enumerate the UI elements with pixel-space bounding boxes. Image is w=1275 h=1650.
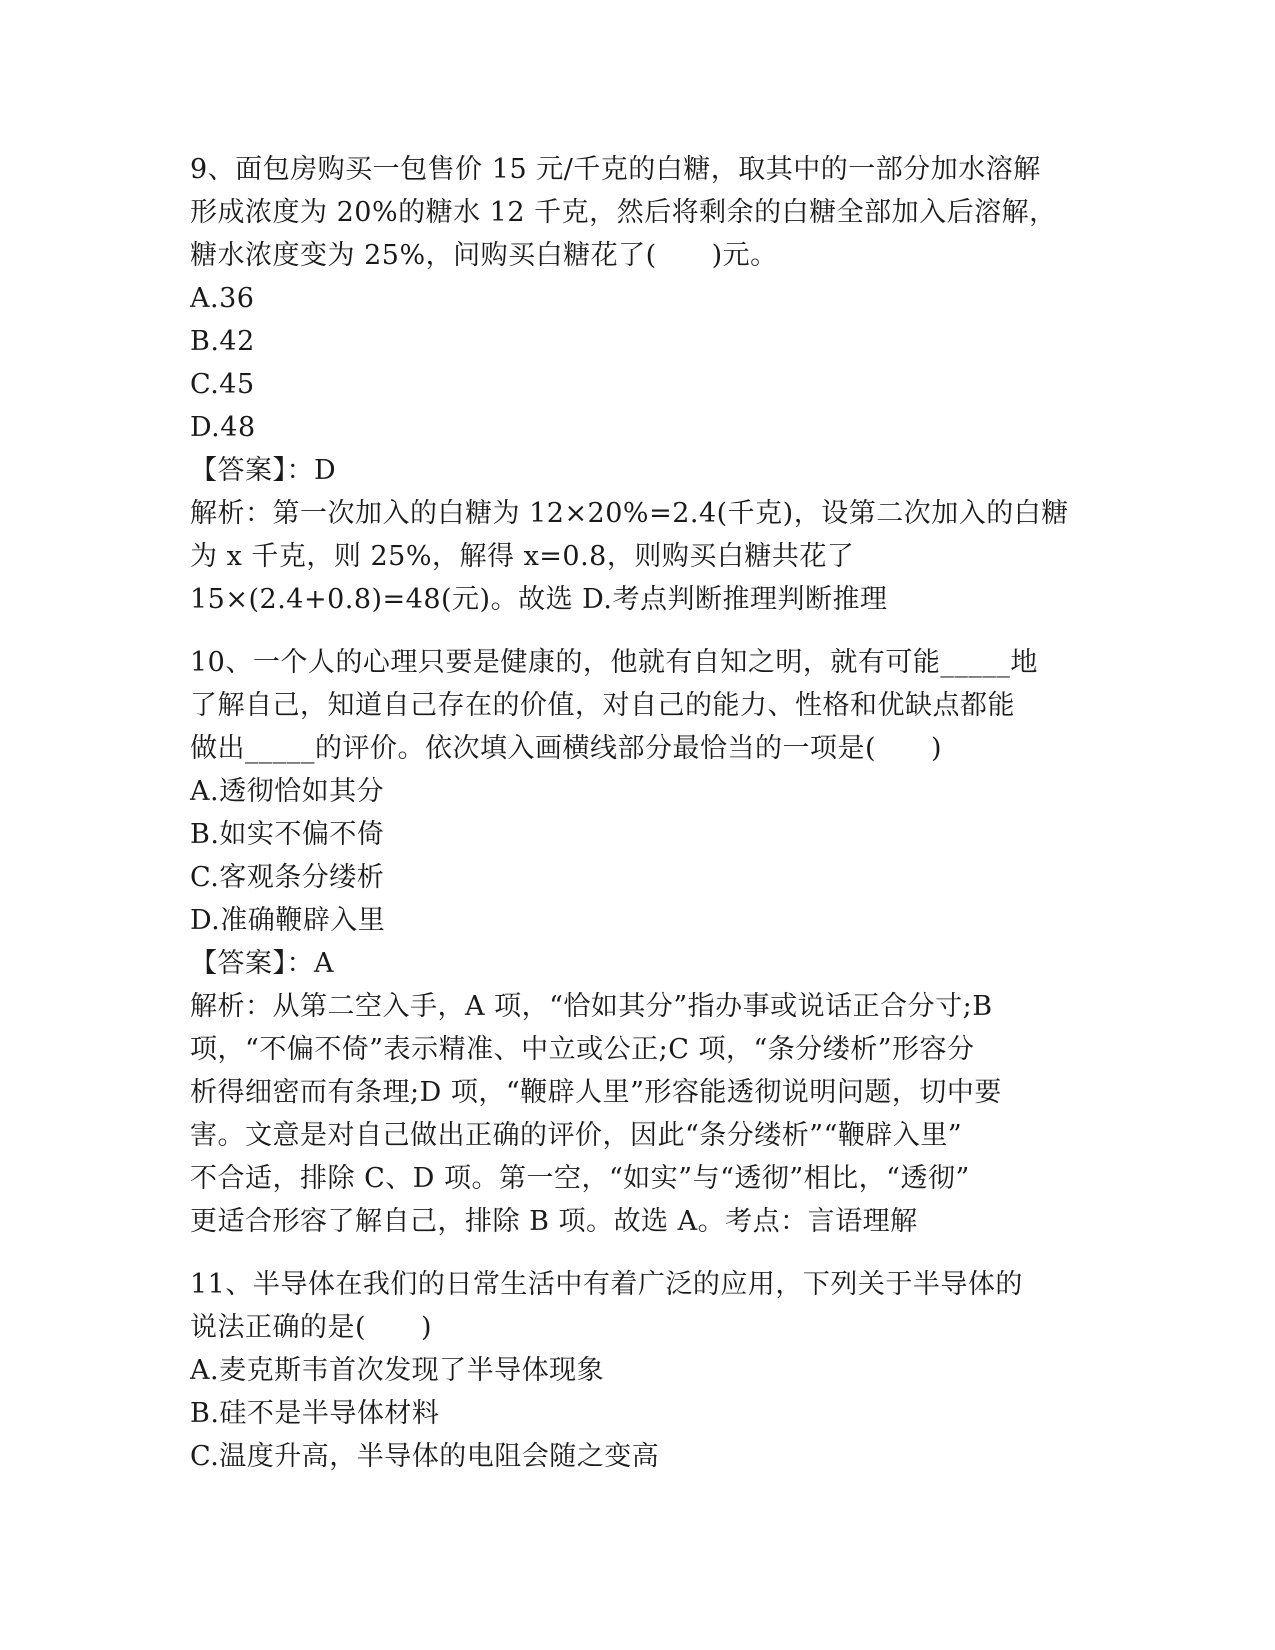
option-a: A.透彻恰如其分 [190,776,385,807]
answer-line: 【答案】：A [190,948,334,979]
question-stem-line: 了解自己，知道自己存在的价值，对自己的能力、性格和优缺点都能 [190,690,1015,721]
question-stem-line: 11、半导体在我们的日常生活中有着广泛的应用，下列关于半导体的 [190,1269,1023,1300]
option-a: A.36 [190,283,255,314]
analysis-line: 项，“不偏不倚”表示精准、中立或公正;C 项，“条分缕析”形容分 [190,1034,975,1065]
document-content [190,148,1090,1478]
analysis-line: 析得细密而有条理;D 项，“鞭辟人里”形容能透彻说明问题，切中要 [190,1077,1002,1108]
analysis-line: 不合适，排除 C、D 项。第一空，“如实”与“透彻”相比，“透彻” [190,1163,970,1194]
analysis-line: 害。文意是对自己做出正确的评价，因此“条分缕析”“鞭辟入里” [190,1120,963,1151]
analysis-line: 15×(2.4+0.8)=48(元)。故选 D.考点判断推理判断推理 [190,584,888,615]
question-stem-line: 9、面包房购买一包售价 15 元/千克的白糖，取其中的一部分加水溶解 [190,154,1041,185]
option-d: D.准确鞭辟入里 [190,905,386,936]
analysis-line: 解析：从第二空入手，A 项，“恰如其分”指办事或说话正合分寸;B [190,991,993,1022]
question-stem-line: 10、一个人的心理只要是健康的，他就有自知之明，就有可能_____地 [190,647,1038,678]
option-c: C.温度升高，半导体的电阻会随之变高 [190,1441,660,1472]
option-b: B.如实不偏不倚 [190,819,385,850]
analysis-line: 更适合形容了解自己，排除 B 项。故选 A。考点：言语理解 [190,1206,918,1237]
question-stem-line: 说法正确的是( ) [190,1312,433,1343]
option-d: D.48 [190,412,256,443]
option-c: C.45 [190,369,255,400]
option-a: A.麦克斯韦首次发现了半导体现象 [190,1355,605,1386]
question-9 [190,148,1090,621]
analysis-line: 为 x 千克，则 25%，解得 x=0.8，则购买白糖共花了 [190,541,855,572]
question-stem-line: 做出_____的评价。依次填入画横线部分最恰当的一项是( ) [190,733,943,764]
option-b: B.42 [190,326,255,357]
option-c: C.客观条分缕析 [190,862,385,893]
question-stem-line: 糖水浓度变为 25%，问购买白糖花了( )元。 [190,240,778,271]
analysis-line: 解析：第一次加入的白糖为 12×20%=2.4(千克)，设第二次加入的白糖 [190,498,1069,529]
question-10 [190,641,1090,1243]
answer-line: 【答案】：D [190,455,337,486]
question-stem-line: 形成浓度为 20%的糖水 12 千克，然后将剩余的白糖全部加入后溶解， [190,197,1057,228]
question-11 [190,1263,1090,1478]
option-b: B.硅不是半导体材料 [190,1398,440,1429]
